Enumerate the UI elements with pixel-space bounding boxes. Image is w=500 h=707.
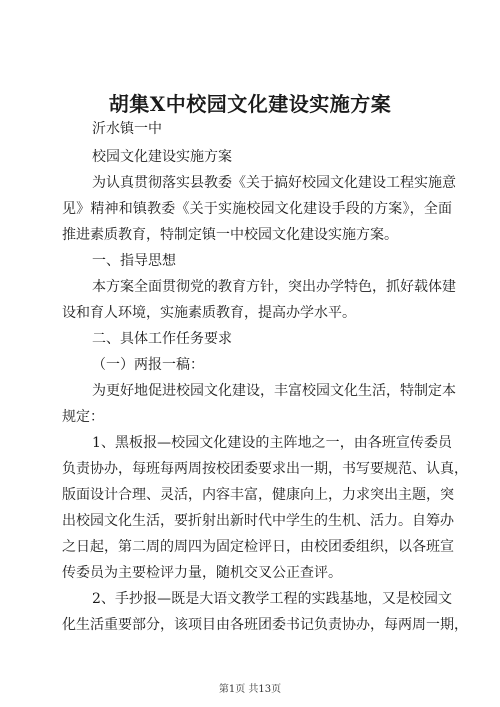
paragraph-line: 本方案全面贯彻党的教育方针，突出办学特色，抓好载体建 — [92, 279, 456, 295]
section-heading: 一、指导思想 — [92, 253, 176, 269]
paragraph-line: 负责协办，每班每两周按校团委要求出一期，书写要规范、认真， — [62, 461, 468, 477]
paragraph-line: 为认真贯彻落实县教委《关于搞好校园文化建设工程实施意 — [92, 175, 456, 191]
paragraph-line: 之日起，第二周的周四为固定检评日，由校团委组织，以各班宣 — [62, 539, 454, 555]
section-heading: 二、具体工作任务要求 — [92, 331, 232, 347]
paragraph-line: 设和育人环境，实施素质教育，提高办学水平。 — [62, 305, 356, 321]
paragraph-line: 1、黑板报—校园文化建设的主阵地之一，由各班宣传委员 — [92, 435, 452, 451]
paragraph-line: 传委员为主要检评力量，随机交叉公正查评。 — [62, 565, 342, 581]
paragraph-line: 2、手抄报—既是大语文教学工程的实践基地，又是校园文 — [92, 591, 452, 607]
paragraph-line: 出校园文化生活，要折射出新时代中学生的生机、活力。自筹办 — [62, 513, 454, 529]
paragraph-line: 推进素质教育，特制定镇一中校园文化建设实施方案。 — [62, 227, 398, 243]
page-footer: 第1页 共13页 — [218, 684, 282, 695]
paragraph-line: 为更好地促进校园文化建设，丰富校园文化生活，特制定本 — [92, 383, 456, 399]
paragraph-line: 版面设计合理、灵活，内容丰富，健康向上，力求突出主题，突 — [62, 487, 454, 503]
paragraph-line: 见》精神和镇教委《关于实施校园文化建设手段的方案》，全面 — [62, 201, 452, 217]
paragraph-line: 化生活重要部分，该项目由各班团委书记负责协办，每两周一期， — [62, 617, 468, 633]
document-title: 胡集X中校园文化建设实施方案 — [108, 92, 392, 116]
subsection-heading: （一）两报一稿： — [92, 357, 204, 373]
author-line: 沂水镇一中 — [92, 121, 162, 137]
subtitle-line: 校园文化建设实施方案 — [92, 149, 232, 165]
paragraph-line: 规定： — [62, 409, 104, 425]
